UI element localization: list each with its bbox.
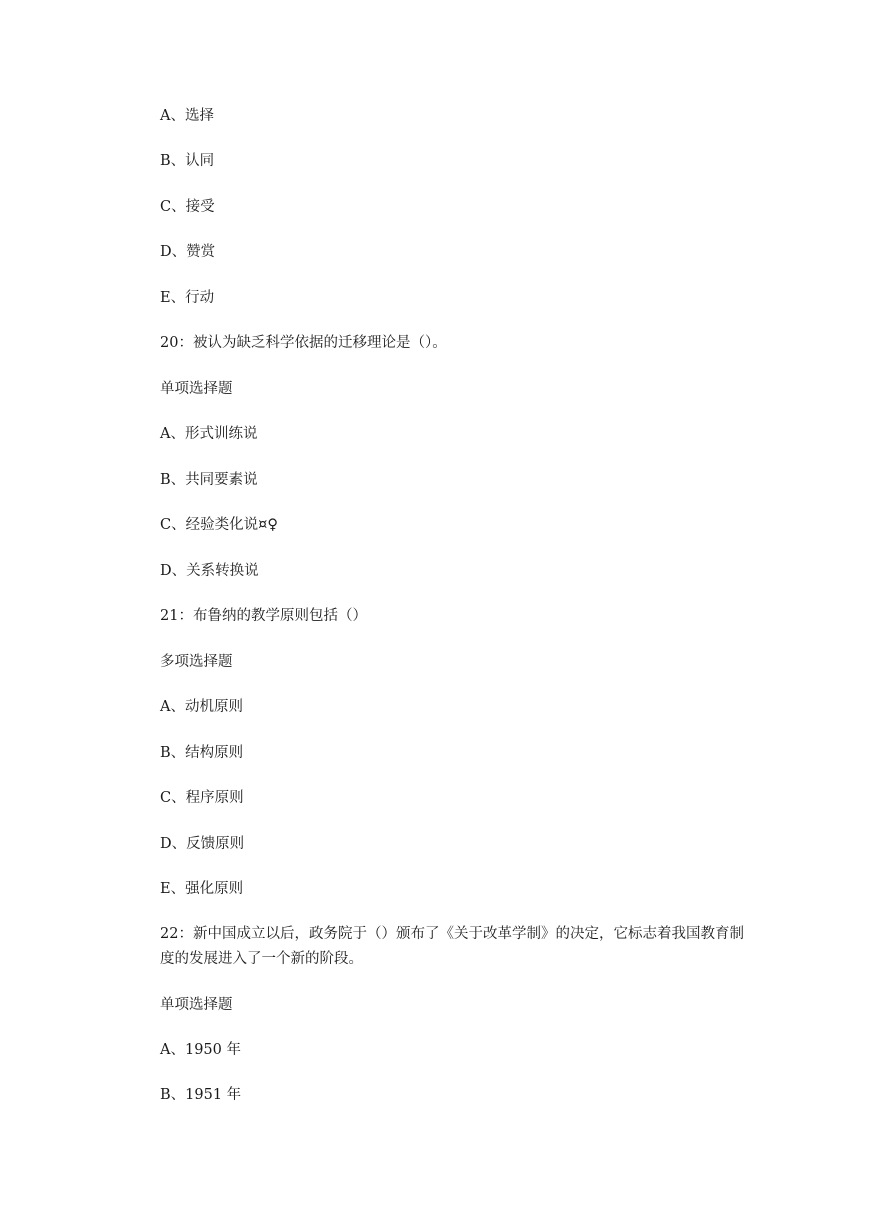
- q21-option-b: B、结构原则: [160, 745, 244, 761]
- q20-type: 单项选择题: [160, 381, 233, 397]
- q19-option-c: C、接受: [160, 199, 215, 215]
- q21-option-e: E、强化原则: [160, 881, 244, 897]
- q19-option-d: D、赞赏: [160, 244, 216, 260]
- q22-option-a: A、1950 年: [160, 1042, 241, 1058]
- q20-option-d: D、关系转换说: [160, 563, 259, 579]
- q21-question: 21：布鲁纳的教学原则包括（）: [160, 608, 367, 624]
- q20-option-a: A、形式训练说: [160, 426, 258, 442]
- q20-question: 20：被认为缺乏科学依据的迁移理论是（）。: [160, 335, 447, 351]
- q21-option-a: A、动机原则: [160, 699, 243, 715]
- q21-option-c: C、程序原则: [160, 790, 244, 806]
- q19-option-e: E、行动: [160, 290, 215, 306]
- q19-option-b: B、认同: [160, 153, 215, 169]
- q22-type: 单项选择题: [160, 997, 233, 1013]
- q19-option-a: A、选择: [160, 108, 214, 124]
- q20-option-c: C、经验类化说¤♀: [160, 517, 278, 533]
- q22-option-b: B、1951 年: [160, 1087, 242, 1103]
- q22-question: 22：新中国成立以后，政务院于（）颁布了《关于改革学制》的决定，它标志着我国教育制度的发展进入了一个新的阶段。: [160, 926, 744, 967]
- q20-option-b: B、共同要素说: [160, 472, 258, 488]
- q21-type: 多项选择题: [160, 654, 233, 670]
- q21-option-d: D、反馈原则: [160, 836, 245, 852]
